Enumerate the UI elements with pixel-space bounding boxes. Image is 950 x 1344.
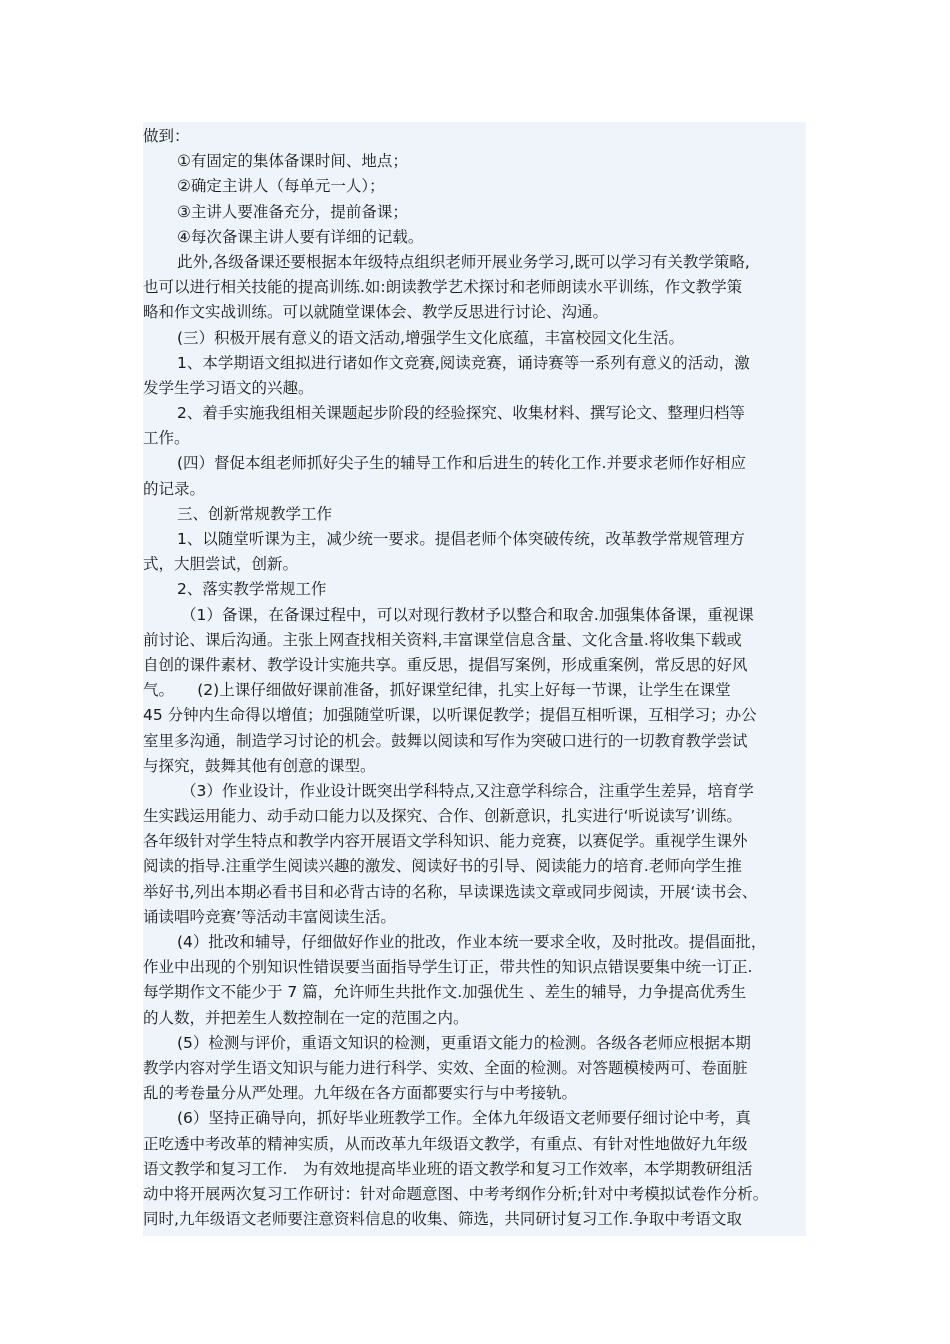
text-line: 1、以随堂听课为主，减少统一要求。提倡老师个体突破传统，改革教学常规管理方 [177, 530, 745, 548]
text-line: (4）批改和辅导，仔细做好作业的批改，作业本统一要求全收，及时批改。提倡面批， [177, 933, 767, 951]
text-line: 诵读唱吟竞赛’等活动丰富阅读生活。 [143, 907, 396, 926]
text-line: 生实践运用能力、动手动口能力以及探究、合作、创新意识，扎实进行‘听说读写’训练。 [143, 807, 742, 826]
text-line: 教学内容对学生语文知识与能力进行科学、实效、全面的检测。对答题模棱两可、卷面脏 [143, 1058, 748, 1077]
text-line: 动中将开展两次复习工作研讨：针对命题意图、中考考纲作分析;针对中考模拟试卷作分析。 [143, 1184, 769, 1203]
text-line: ①有固定的集体备课时间、地点； [177, 152, 408, 171]
text-line: 做到： [143, 127, 190, 145]
text-line: （1）备课，在备课过程中，可以对现行教材予以整合和取舍.加强集体备课，重视课 [181, 605, 754, 624]
text-line: 语文教学和复习工作. 为有效地提高毕业班的语文教学和复习工作效率，本学期教研组活 [143, 1159, 753, 1178]
text-line: (四）督促本组老师抓好尖子生的辅导工作和后进生的转化工作.并要求老师作好相应 [177, 454, 746, 473]
text-line: 三、创新常规教学工作 [177, 504, 333, 523]
text-line: 式，大胆尝试，创新。 [143, 555, 299, 574]
text-line: 举好书,列出本期必看书目和必背古诗的名称，早读课选读文章或同步阅读，开展‘读书会、 [143, 882, 758, 901]
text-line: 每学期作文不能少于 7 篇，允许师生共批作文.加强优生 、差生的辅导，力争提高优秀生 [143, 983, 747, 1002]
text-line: 也可以进行相关技能的提高训练.如:朗读教学艺术探讨和老师朗读水平训练，作文教学策 [143, 278, 743, 297]
text-line: (三）积极开展有意义的语文活动,增强学生文化底蕴，丰富校园文化生活。 [177, 328, 684, 347]
text-line: 的记录。 [143, 479, 206, 498]
text-line: （3）作业设计，作业设计既突出学科特点,又注意学科综合，注重学生差异，培育学 [181, 781, 754, 800]
text-line: 2、落实教学常规工作 [177, 580, 327, 599]
text-line: 正吃透中考改革的精神实质，从而改革九年级语文教学，有重点、有针对性地做好九年级 [143, 1134, 748, 1153]
text-line: ④每次备课主讲人要有详细的记载。 [177, 227, 424, 246]
text-line: 45 分钟内生命得以增值；加强随堂听课，以听课促教学；提倡互相听课，互相学习；办公 [143, 706, 757, 725]
text-line: (5）检测与评价，重语文知识的检测，更重语文能力的检测。各级各老师应根据本期 [177, 1033, 751, 1052]
text-line: 各年级针对学生特点和教学内容开展语文学科知识、能力竞赛，以赛促学。重视学生课外 [143, 832, 748, 851]
text-line: 此外,各级备课还要根据本年级特点组织老师开展业务学习,既可以学习有关教学策略, [177, 252, 750, 271]
text-line: 阅读的指导.注重学生阅读兴趣的激发、阅读好书的引导、阅读能力的培育.老师向学生推 [143, 857, 742, 876]
text-line: 工作。 [143, 429, 190, 448]
text-line: 前讨论、课后沟通。主张上网查找相关资料,丰富课堂信息含量、文化含量.将收集下载或 [143, 630, 742, 649]
text-line: 略和作文实战训练。可以就随堂课体会、教学反思进行讨论、沟通。 [143, 303, 609, 322]
text-line: 的人数，并把差生人数控制在一定的范围之内。 [143, 1008, 469, 1027]
document-body [143, 122, 806, 1236]
text-line: 乱的考卷量分从严处理。九年级在各方面都要实行与中考接轨。 [143, 1084, 578, 1103]
text-line: 1、本学期语文组拟进行诸如作文竞赛,阅读竞赛，诵诗赛等一系列有意义的活动，激 [177, 353, 750, 372]
text-line: 发学生学习语文的兴趣。 [143, 378, 314, 397]
text-line: 作业中出现的个别知识性错误要当面指导学生订正，带共性的知识点错误要集中统一订正. [143, 958, 753, 977]
text-line: 与探究，鼓舞其他有创意的课型。 [143, 756, 376, 775]
text-line: 自创的课件素材、教学设计实施共享。重反思，提倡写案例，形成重案例，常反思的好风 [143, 655, 748, 674]
text-line: ③主讲人要准备充分，提前备课； [177, 202, 408, 221]
text-line: 2、着手实施我组相关课题起步阶段的经验探究、收集材料、撰写论文、整理归档等 [177, 404, 745, 423]
text-line: ②确定主讲人（每单元一人）； [177, 177, 385, 196]
text-line: 室里多沟通，制造学习讨论的机会。鼓舞以阅读和写作为突破口进行的一切教育教学尝试 [143, 731, 748, 750]
text-line: 同时,九年级语文老师要注意资料信息的收集、筛选，共同研讨复习工作.争取中考语文取 [143, 1210, 742, 1229]
text-line: 气。 (2)上课仔细做好课前准备，抓好课堂纪律，扎实上好每一节课，让学生在课堂 [143, 681, 731, 700]
text-line: (6）坚持正确导向，抓好毕业班教学工作。全体九年级语文老师要仔细讨论中考，真 [177, 1109, 751, 1128]
